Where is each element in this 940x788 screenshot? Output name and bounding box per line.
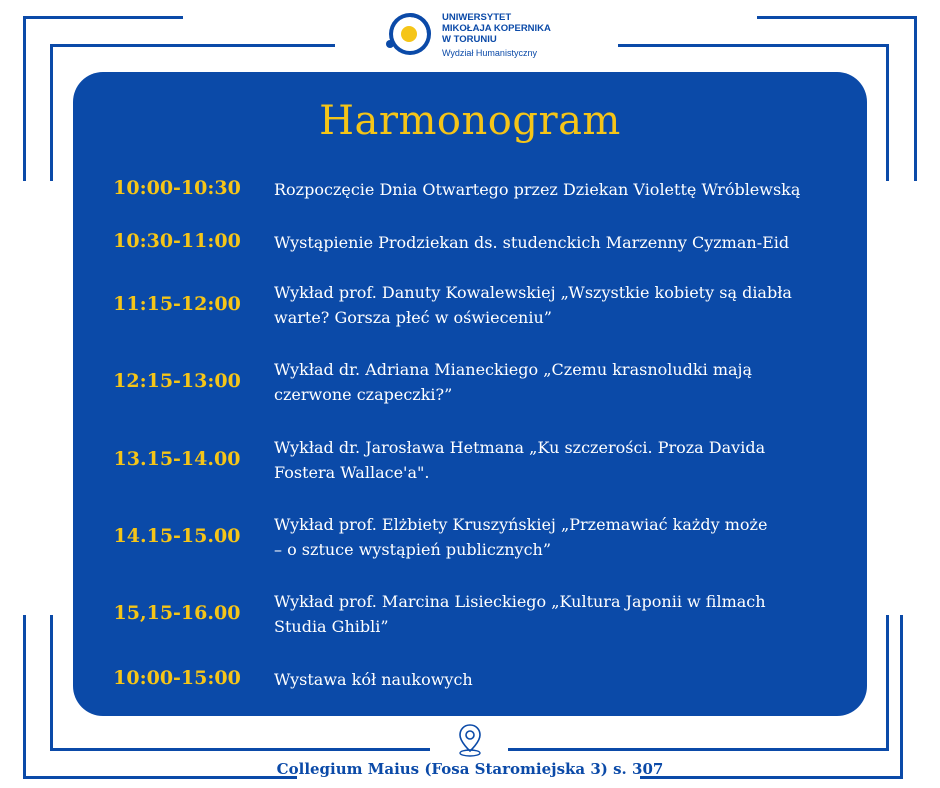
location-pin-icon xyxy=(454,722,486,758)
schedule-time: 15,15-16.00 xyxy=(113,602,241,624)
schedule-desc xyxy=(274,589,822,639)
schedule-desc-line1: Wykład dr. Adriana Mianeckiego „Czemu krasnoludki mają xyxy=(274,360,753,379)
schedule-desc-line1: Wykład prof. Marcina Lisieckiego „Kultura Japonii w filmach xyxy=(274,592,766,611)
frame-inner-bottom-right-v xyxy=(886,615,889,751)
schedule-desc-line1: Wystąpienie Prodziekan ds. studenckich Marzenny Cyzman-Eid xyxy=(274,233,790,252)
frame-inner-top-right-h xyxy=(618,44,888,47)
logo-line2: MIKOŁAJA KOPERNIKA xyxy=(442,23,551,34)
frame-inner-top-right-v xyxy=(886,44,889,181)
schedule-desc-line1: Wykład prof. Elżbiety Kruszyńskiej „Przemawiać każdy może xyxy=(274,515,768,534)
frame-top-right-v xyxy=(914,16,917,181)
schedule-time: 13.15-14.00 xyxy=(113,448,241,470)
frame-inner-bottom-left-v xyxy=(50,615,53,751)
frame-top-right-h xyxy=(757,16,917,19)
schedule-time: 14.15-15.00 xyxy=(113,525,241,547)
schedule-desc xyxy=(274,435,822,485)
schedule-desc xyxy=(274,512,822,562)
frame-inner-top-left-v xyxy=(50,44,53,181)
frame-top-left-v xyxy=(23,16,26,181)
frame-inner-top-left-h xyxy=(50,44,335,47)
schedule-time: 11:15-12:00 xyxy=(113,293,241,315)
schedule-time: 10:00-15:00 xyxy=(113,667,241,689)
frame-inner-bottom-left-h xyxy=(50,748,430,751)
frame-top-left-h xyxy=(23,16,183,19)
schedule-time: 12:15-13:00 xyxy=(113,370,241,392)
university-logo xyxy=(382,8,562,64)
location-text: Collegium Maius (Fosa Staromiejska 3) s. 307 xyxy=(276,760,664,778)
schedule-desc xyxy=(274,177,822,202)
frame-bottom-left-v xyxy=(23,615,26,778)
logo-faculty: Wydział Humanistyczny xyxy=(442,48,537,58)
schedule-desc-line1: Wykład prof. Danuty Kowalewskiej „Wszystkie kobiety są diabła xyxy=(274,283,792,302)
logo-text xyxy=(442,12,551,59)
frame-bottom-right-v xyxy=(900,615,903,778)
university-logo-icon xyxy=(382,8,438,64)
schedule-panel xyxy=(73,72,867,716)
schedule-desc-line2: – o sztuce wystąpień publicznych” xyxy=(274,540,552,559)
page-title: Harmonogram xyxy=(319,98,621,144)
frame-inner-bottom-right-h xyxy=(508,748,889,751)
schedule-desc-line2: Fostera Wallace'a". xyxy=(274,463,430,482)
schedule-desc-line1: Rozpoczęcie Dnia Otwartego przez Dziekan Violettę Wróblewską xyxy=(274,180,801,199)
schedule-desc xyxy=(274,357,822,407)
logo-line3: W TORUNIU xyxy=(442,34,497,45)
schedule-time: 10:00-10:30 xyxy=(113,177,241,199)
schedule-desc-line1: Wykład dr. Jarosława Hetmana „Ku szczerości. Proza Davida xyxy=(274,438,766,457)
schedule-desc-line1: Wystawa kół naukowych xyxy=(274,670,473,689)
schedule-desc-line2: warte? Gorsza płeć w oświeceniu” xyxy=(274,308,552,327)
schedule-desc xyxy=(274,280,822,330)
schedule-time: 10:30-11:00 xyxy=(113,230,241,252)
schedule-desc-line2: Studia Ghibli” xyxy=(274,617,389,636)
schedule-desc-line2: czerwone czapeczki?” xyxy=(274,385,453,404)
logo-line1: UNIWERSYTET xyxy=(442,12,512,23)
schedule-desc xyxy=(274,667,822,692)
schedule-desc xyxy=(274,230,822,255)
